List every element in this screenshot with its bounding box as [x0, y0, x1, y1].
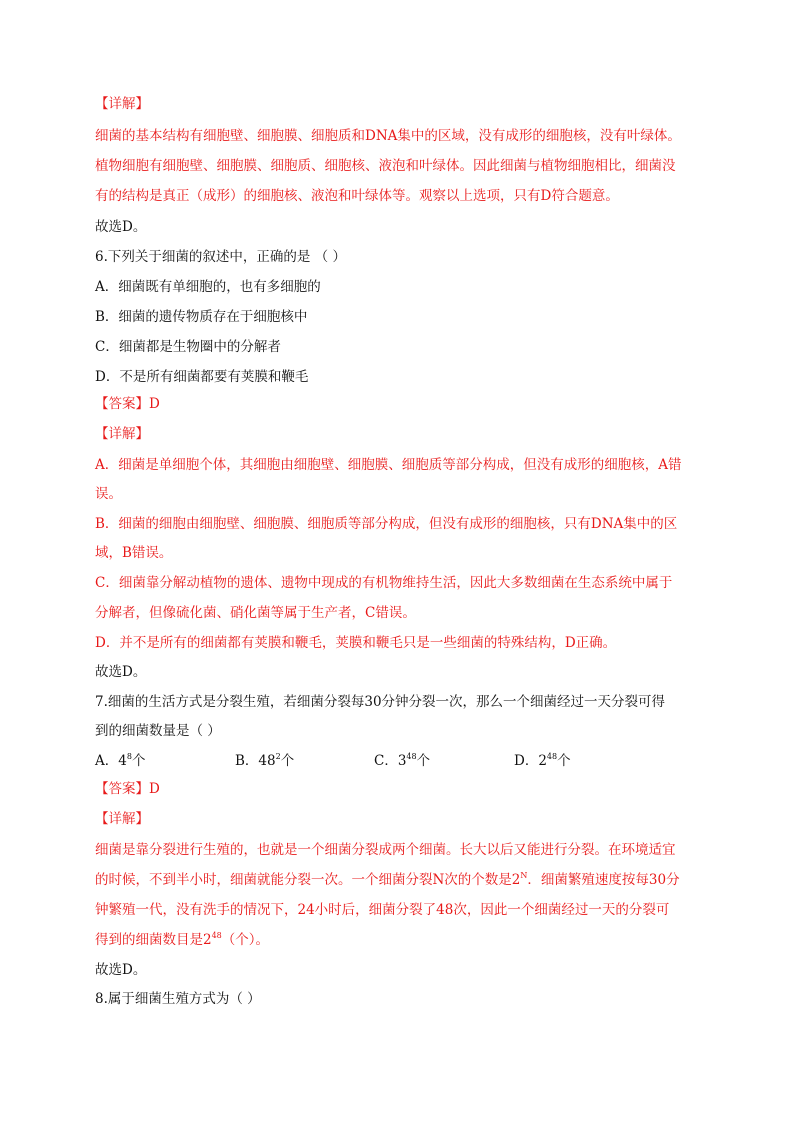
s5-conclusion: 故选D。: [95, 219, 147, 235]
q6-answer-value: D: [149, 396, 160, 412]
q7-option-a: A．$4^8$个: [95, 752, 146, 769]
q6-detail-line: A．细菌是单细胞个体，其细胞由细胞壁、细胞膜、细胞质等部分构成，但没有成形的细胞核，A错: [95, 457, 682, 473]
q7-conclusion: 故选D。: [95, 962, 147, 978]
q6-option-b: B．细菌的遗传物质存在于细胞核中: [95, 309, 308, 325]
s5-detail-line: 植物细胞有细胞壁、细胞膜、细胞质、细胞核、液泡和叶绿体。因此细菌与植物细胞相比，细菌没: [95, 158, 676, 174]
q6-detail-line: 分解者，但像硫化菌、硝化菌等属于生产者，C错误。: [95, 605, 416, 621]
q7-question-line: 到的细菌数量是（ ）: [95, 723, 221, 739]
q7-question-line: 7.细菌的生活方式是分裂生殖，若细菌分裂每30分钟分裂一次，那么一个细菌经过一天分裂可得: [95, 694, 666, 710]
q7-detail-label: 【详解】: [95, 811, 149, 827]
q6-question: 6.下列关于细菌的叙述中，正确的是 （ ）: [95, 249, 346, 265]
s5-detail-label: 【详解】: [95, 96, 149, 112]
q7-detail-line: 的时候，不到半小时，细菌就能分裂一次。一个细菌分裂N次的个数是$2^N$．细菌繁殖速度按每30分: [95, 871, 680, 888]
q7-answer-label: 【答案】: [95, 781, 149, 797]
q6-detail-line: 域，B错误。: [95, 545, 173, 561]
q8-question: 8.属于细菌生殖方式为（ ）: [95, 991, 261, 1007]
q7-option-c: C．$3^{48}$个: [374, 752, 431, 769]
q6-detail-line: B．细菌的细胞由细胞壁、细胞膜、细胞质等部分构成，但没有成形的细胞核，只有DNA集中的区: [95, 516, 678, 532]
q7-option-b: B．$48^2$个: [235, 752, 295, 769]
q6-option-a: A．细菌既有单细胞的，也有多细胞的: [95, 279, 321, 295]
q6-answer: [95, 398, 160, 412]
q7-answer: [95, 783, 160, 797]
q6-answer-label: 【答案】: [95, 396, 149, 412]
q6-detail-label: 【详解】: [95, 426, 149, 442]
q7-detail-line: 得到的细菌数目是$2^{48}$（个）。: [95, 931, 270, 948]
q7-detail-line: 细菌是靠分裂进行生殖的，也就是一个细菌分裂成两个细菌。长大以后又能进行分裂。在环境适宜: [95, 842, 676, 858]
q6-detail-line: C．细菌靠分解动植物的遗体、遗物中现成的有机物维持生活，因此大多数细菌在生态系统中属于: [95, 575, 673, 591]
s5-detail-line: 有的结构是真正（成形）的细胞核、液泡和叶绿体等。观察以上选项，只有D符合题意。: [95, 188, 619, 204]
q6-detail-line: 误。: [95, 486, 122, 502]
q7-option-d: D．$2^{48}$个: [514, 752, 571, 769]
q7-answer-value: D: [149, 781, 160, 797]
q7-detail-line: 钟繁殖一代，没有洗手的情况下，24小时后，细菌分裂了48次，因此一个细菌经过一天的分裂可: [95, 902, 670, 918]
q6-detail-line: D．并不是所有的细菌都有荚膜和鞭毛，荚膜和鞭毛只是一些细菌的特殊结构，D正确。: [95, 635, 617, 651]
s5-detail-line: 细菌的基本结构有细胞壁、细胞膜、细胞质和DNA集中的区域，没有成形的细胞核，没有叶绿体。: [95, 128, 681, 144]
q6-conclusion: 故选D。: [95, 664, 147, 680]
q6-option-d: D．不是所有细菌都要有荚膜和鞭毛: [95, 369, 309, 385]
q6-option-c: C．细菌都是生物圈中的分解者: [95, 339, 281, 355]
